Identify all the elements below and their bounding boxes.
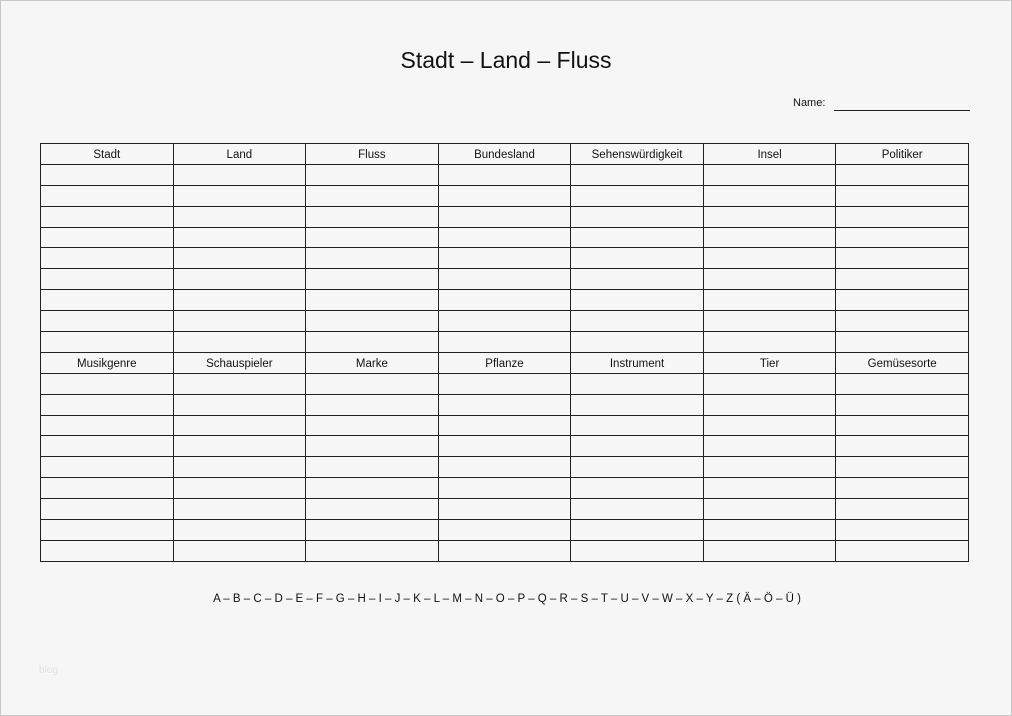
answer-cell[interactable] bbox=[571, 373, 704, 394]
answer-cell[interactable] bbox=[703, 332, 836, 353]
answer-cell[interactable] bbox=[306, 206, 439, 227]
answer-cell[interactable] bbox=[836, 520, 969, 541]
answer-cell[interactable] bbox=[703, 311, 836, 332]
answer-cell[interactable] bbox=[438, 457, 571, 478]
answer-cell[interactable] bbox=[41, 227, 174, 248]
answer-cell[interactable] bbox=[836, 269, 969, 290]
answer-cell[interactable] bbox=[306, 227, 439, 248]
answer-cell[interactable] bbox=[836, 373, 969, 394]
answer-cell[interactable] bbox=[173, 248, 306, 269]
answer-cell[interactable] bbox=[571, 269, 704, 290]
table-row bbox=[41, 499, 969, 520]
answer-cell[interactable] bbox=[173, 394, 306, 415]
answer-cell[interactable] bbox=[41, 332, 174, 353]
column-header: Pflanze bbox=[438, 352, 571, 373]
answer-cell[interactable] bbox=[571, 311, 704, 332]
answer-cell[interactable] bbox=[571, 332, 704, 353]
answer-cell[interactable] bbox=[438, 373, 571, 394]
answer-cell[interactable] bbox=[173, 373, 306, 394]
column-header: Musikgenre bbox=[41, 352, 174, 373]
answer-cell[interactable] bbox=[438, 227, 571, 248]
table-row bbox=[41, 457, 969, 478]
answer-cell[interactable] bbox=[571, 499, 704, 520]
table-row bbox=[41, 332, 969, 353]
answer-cell[interactable] bbox=[41, 373, 174, 394]
table-row bbox=[41, 269, 969, 290]
answer-cell[interactable] bbox=[173, 164, 306, 185]
answer-cell[interactable] bbox=[306, 457, 439, 478]
answer-cell[interactable] bbox=[438, 436, 571, 457]
answer-cell[interactable] bbox=[703, 164, 836, 185]
column-header: Stadt bbox=[41, 144, 174, 165]
table-row bbox=[41, 415, 969, 436]
column-header: Politiker bbox=[836, 144, 969, 165]
answer-cell[interactable] bbox=[173, 332, 306, 353]
column-header: Sehenswürdigkeit bbox=[571, 144, 704, 165]
answer-cell[interactable] bbox=[438, 540, 571, 561]
answer-cell[interactable] bbox=[571, 164, 704, 185]
answer-cell[interactable] bbox=[306, 540, 439, 561]
answer-cell[interactable] bbox=[438, 478, 571, 499]
answer-cell[interactable] bbox=[306, 290, 439, 311]
answer-cell[interactable] bbox=[836, 164, 969, 185]
answer-cell[interactable] bbox=[438, 164, 571, 185]
answer-cell[interactable] bbox=[173, 520, 306, 541]
answer-cell[interactable] bbox=[438, 248, 571, 269]
answer-cell[interactable] bbox=[41, 457, 174, 478]
answer-cell[interactable] bbox=[306, 332, 439, 353]
answer-cell[interactable] bbox=[836, 540, 969, 561]
answer-cell[interactable] bbox=[41, 436, 174, 457]
answer-cell[interactable] bbox=[173, 436, 306, 457]
answer-cell[interactable] bbox=[173, 540, 306, 561]
table-row bbox=[41, 206, 969, 227]
alphabet-line: A – B – C – D – E – F – G – H – I – J – K – L – M – N – O – P – Q – R – S – T – U – V – W – X – Y – Z ( Ä – Ö – Ü ) bbox=[213, 593, 801, 605]
name-field-line bbox=[834, 110, 970, 111]
answer-cell[interactable] bbox=[438, 499, 571, 520]
answer-cell[interactable] bbox=[571, 290, 704, 311]
answer-cell[interactable] bbox=[41, 185, 174, 206]
answer-cell[interactable] bbox=[571, 436, 704, 457]
answer-cell[interactable] bbox=[571, 206, 704, 227]
column-header: Marke bbox=[306, 352, 439, 373]
answer-cell[interactable] bbox=[306, 436, 439, 457]
answer-cell[interactable] bbox=[173, 206, 306, 227]
answer-cell[interactable] bbox=[571, 185, 704, 206]
answer-cell[interactable] bbox=[703, 415, 836, 436]
table-row bbox=[41, 373, 969, 394]
table-row bbox=[41, 520, 969, 541]
answer-cell[interactable] bbox=[173, 478, 306, 499]
answer-cell[interactable] bbox=[571, 457, 704, 478]
answer-cell[interactable] bbox=[703, 248, 836, 269]
game-table bbox=[40, 143, 969, 562]
answer-cell[interactable] bbox=[173, 269, 306, 290]
table-row bbox=[41, 436, 969, 457]
answer-cell[interactable] bbox=[306, 499, 439, 520]
answer-cell[interactable] bbox=[836, 311, 969, 332]
answer-cell[interactable] bbox=[836, 206, 969, 227]
answer-cell[interactable] bbox=[571, 394, 704, 415]
column-header: Insel bbox=[703, 144, 836, 165]
table-header-row bbox=[41, 144, 969, 165]
answer-cell[interactable] bbox=[306, 373, 439, 394]
answer-cell[interactable] bbox=[173, 457, 306, 478]
column-header: Bundesland bbox=[438, 144, 571, 165]
answer-cell[interactable] bbox=[703, 206, 836, 227]
answer-cell[interactable] bbox=[306, 248, 439, 269]
answer-cell[interactable] bbox=[836, 185, 969, 206]
column-header: Tier bbox=[703, 352, 836, 373]
answer-cell[interactable] bbox=[306, 269, 439, 290]
answer-cell[interactable] bbox=[836, 394, 969, 415]
answer-cell[interactable] bbox=[41, 311, 174, 332]
answer-cell[interactable] bbox=[571, 478, 704, 499]
column-header: Instrument bbox=[571, 352, 704, 373]
answer-cell[interactable] bbox=[306, 164, 439, 185]
answer-cell[interactable] bbox=[41, 248, 174, 269]
column-header: Schauspieler bbox=[173, 352, 306, 373]
answer-cell[interactable] bbox=[306, 394, 439, 415]
name-label: Name: bbox=[793, 97, 826, 109]
table-row bbox=[41, 394, 969, 415]
table-row bbox=[41, 540, 969, 561]
answer-cell[interactable] bbox=[703, 499, 836, 520]
answer-cell[interactable] bbox=[836, 248, 969, 269]
answer-cell[interactable] bbox=[703, 436, 836, 457]
answer-cell[interactable] bbox=[173, 311, 306, 332]
answer-cell[interactable] bbox=[306, 520, 439, 541]
answer-cell[interactable] bbox=[703, 478, 836, 499]
answer-cell[interactable] bbox=[571, 248, 704, 269]
answer-cell[interactable] bbox=[836, 499, 969, 520]
answer-cell[interactable] bbox=[41, 394, 174, 415]
answer-cell[interactable] bbox=[703, 290, 836, 311]
answer-cell[interactable] bbox=[173, 290, 306, 311]
answer-cell[interactable] bbox=[438, 185, 571, 206]
answer-cell[interactable] bbox=[438, 394, 571, 415]
answer-cell[interactable] bbox=[703, 373, 836, 394]
answer-cell[interactable] bbox=[836, 332, 969, 353]
column-header: Gemüsesorte bbox=[836, 352, 969, 373]
answer-cell[interactable] bbox=[41, 164, 174, 185]
answer-cell[interactable] bbox=[306, 185, 439, 206]
answer-cell[interactable] bbox=[173, 499, 306, 520]
answer-cell[interactable] bbox=[836, 227, 969, 248]
answer-cell[interactable] bbox=[438, 415, 571, 436]
answer-cell[interactable] bbox=[41, 520, 174, 541]
answer-cell[interactable] bbox=[571, 520, 704, 541]
answer-cell[interactable] bbox=[41, 415, 174, 436]
answer-cell[interactable] bbox=[703, 457, 836, 478]
answer-cell[interactable] bbox=[703, 269, 836, 290]
answer-cell[interactable] bbox=[173, 185, 306, 206]
table-row bbox=[41, 290, 969, 311]
answer-cell[interactable] bbox=[703, 394, 836, 415]
answer-cell[interactable] bbox=[836, 290, 969, 311]
answer-cell[interactable] bbox=[41, 478, 174, 499]
answer-cell[interactable] bbox=[438, 290, 571, 311]
table-row bbox=[41, 227, 969, 248]
answer-cell[interactable] bbox=[703, 185, 836, 206]
answer-cell[interactable] bbox=[41, 269, 174, 290]
answer-cell[interactable] bbox=[438, 332, 571, 353]
answer-cell[interactable] bbox=[571, 227, 704, 248]
table-row bbox=[41, 248, 969, 269]
answer-cell[interactable] bbox=[438, 269, 571, 290]
answer-cell[interactable] bbox=[306, 311, 439, 332]
answer-cell[interactable] bbox=[41, 290, 174, 311]
column-header: Fluss bbox=[306, 144, 439, 165]
answer-cell[interactable] bbox=[306, 415, 439, 436]
answer-cell[interactable] bbox=[836, 457, 969, 478]
answer-cell[interactable] bbox=[438, 311, 571, 332]
table-header-row bbox=[41, 352, 969, 373]
table-row bbox=[41, 478, 969, 499]
answer-cell[interactable] bbox=[173, 227, 306, 248]
answer-cell[interactable] bbox=[836, 478, 969, 499]
answer-cell[interactable] bbox=[703, 520, 836, 541]
column-header: Land bbox=[173, 144, 306, 165]
watermark: blog bbox=[39, 665, 58, 676]
answer-cell[interactable] bbox=[703, 227, 836, 248]
answer-cell[interactable] bbox=[41, 499, 174, 520]
answer-cell[interactable] bbox=[703, 540, 836, 561]
answer-cell[interactable] bbox=[836, 415, 969, 436]
table-row bbox=[41, 185, 969, 206]
answer-cell[interactable] bbox=[836, 436, 969, 457]
table-row bbox=[41, 164, 969, 185]
answer-cell[interactable] bbox=[41, 206, 174, 227]
answer-cell[interactable] bbox=[571, 415, 704, 436]
answer-cell[interactable] bbox=[41, 540, 174, 561]
answer-cell[interactable] bbox=[438, 206, 571, 227]
table-row bbox=[41, 311, 969, 332]
answer-cell[interactable] bbox=[306, 478, 439, 499]
answer-cell[interactable] bbox=[571, 540, 704, 561]
answer-cell[interactable] bbox=[438, 520, 571, 541]
answer-cell[interactable] bbox=[173, 415, 306, 436]
page-title: Stadt – Land – Fluss bbox=[400, 47, 612, 73]
